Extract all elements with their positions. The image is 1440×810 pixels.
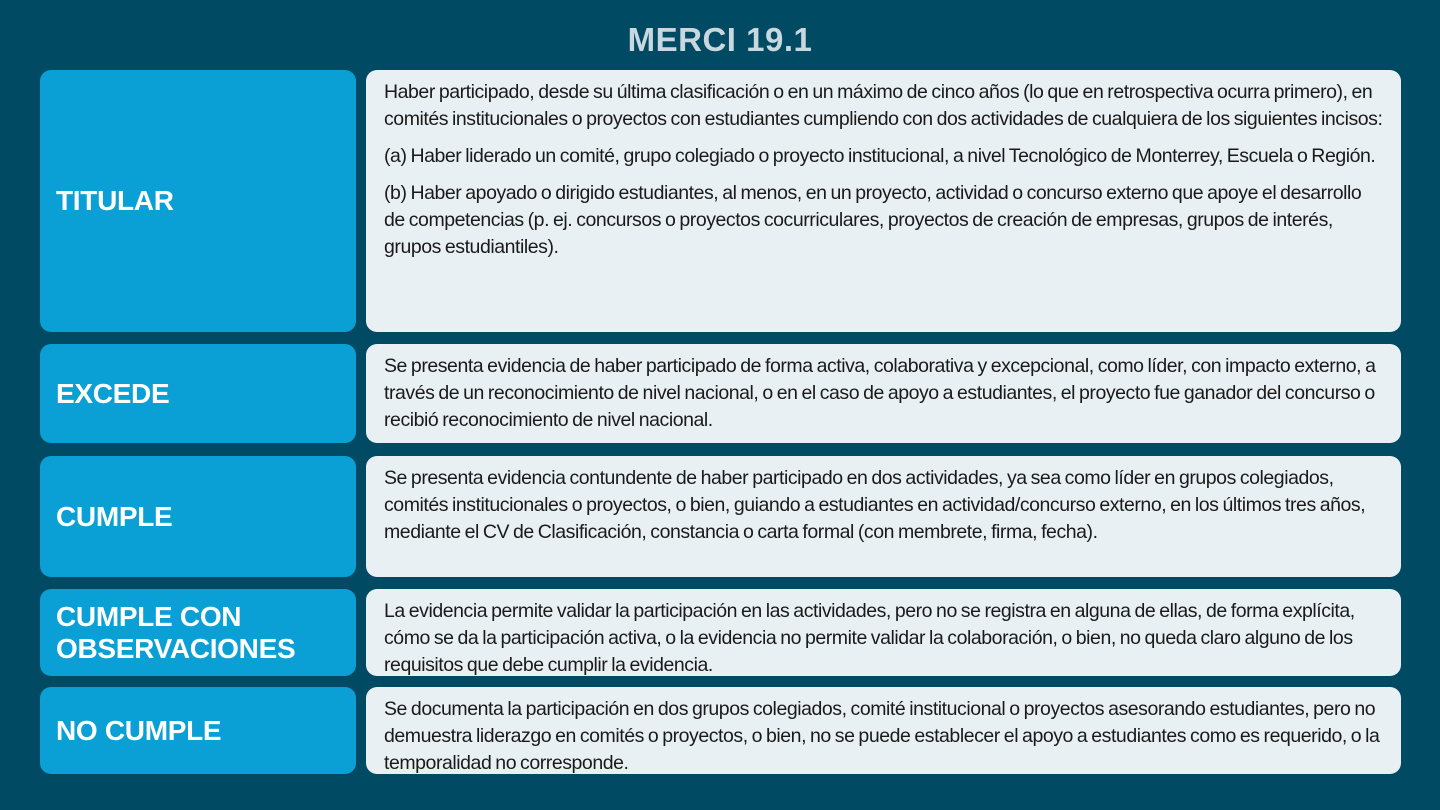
criteria-row-cumple-con-observaciones <box>40 589 1401 676</box>
criteria-row-cumple <box>40 456 1401 577</box>
description-paragraph: (a) Haber liderado un comité, grupo colegiado o proyecto institucional, a nivel Tecnológico de Monterrey, Escuela o Región. <box>384 145 1376 167</box>
criteria-label <box>40 687 356 774</box>
criteria-label-text: CUMPLE <box>56 500 173 532</box>
criteria-label <box>40 344 356 443</box>
criteria-label <box>40 589 356 676</box>
criteria-row-excede <box>40 344 1401 443</box>
criteria-label <box>40 70 356 332</box>
criteria-description <box>366 70 1401 332</box>
description-paragraph: Se documenta la participación en dos grupos colegiados, comité institucional o proyectos asesorando estudiantes, pero no demuestra liderazgo en comités o proyectos, o bien, no se puede establecer el apoyo a estudiantes como es requerido, o la temporalidad no corresponde. <box>384 698 1380 774</box>
criteria-description <box>366 456 1401 577</box>
criteria-label-text: NO CUMPLE <box>56 714 222 746</box>
description-paragraph: Se presenta evidencia de haber participado de forma activa, colaborativa y excepcional, como líder, con impacto externo, a través de un reconocimiento de nivel nacional, o en el caso de apoyo a estudiantes, el proyecto fue ganador del concurso o recibió reconocimiento de nivel nacional. <box>384 355 1376 431</box>
description-paragraph: Se presenta evidencia contundente de haber participado en dos actividades, ya sea como líder en grupos colegiados, comités institucionales o proyectos, o bien, guiando a estudiantes en actividad/concurso externo, en los últimos tres años, mediante el CV de Clasificación, constancia o carta formal (con membrete, firma, fecha). <box>384 467 1366 543</box>
description-paragraph: (b) Haber apoyado o dirigido estudiantes, al menos, en un proyecto, actividad o concurso externo que apoye el desarrollo de competencias (p. ej. concursos o proyectos cocurriculares, proyectos de creación de empresas, grupos de interés, grupos estudiantiles). <box>384 182 1362 258</box>
page-title: MERCI 19.1 <box>627 21 813 58</box>
criteria-description <box>366 687 1401 774</box>
criteria-description <box>366 589 1401 676</box>
criteria-row-no-cumple <box>40 687 1401 774</box>
criteria-label <box>40 456 356 577</box>
criteria-label-text: TITULAR <box>56 185 174 216</box>
description-paragraph: Haber participado, desde su última clasificación o en un máximo de cinco años (lo que en retrospectiva ocurra primero), en comités institucionales o proyectos con estudiantes cumpliendo con dos actividades de cualquiera de los siguientes incisos: <box>384 81 1383 130</box>
criteria-label-text: CUMPLE CON OBSERVACIONES <box>56 600 296 664</box>
criteria-label-text: EXCEDE <box>56 377 170 409</box>
criteria-description <box>366 344 1401 443</box>
criteria-row-titular <box>40 70 1401 332</box>
description-paragraph: La evidencia permite validar la participación en las actividades, pero no se registra en alguna de ellas, de forma explícita, cómo se da la participación activa, o la evidencia no permite validar la colaboración, o bien, no queda claro alguno de los requisitos que debe cumplir la evidencia. <box>384 600 1355 676</box>
